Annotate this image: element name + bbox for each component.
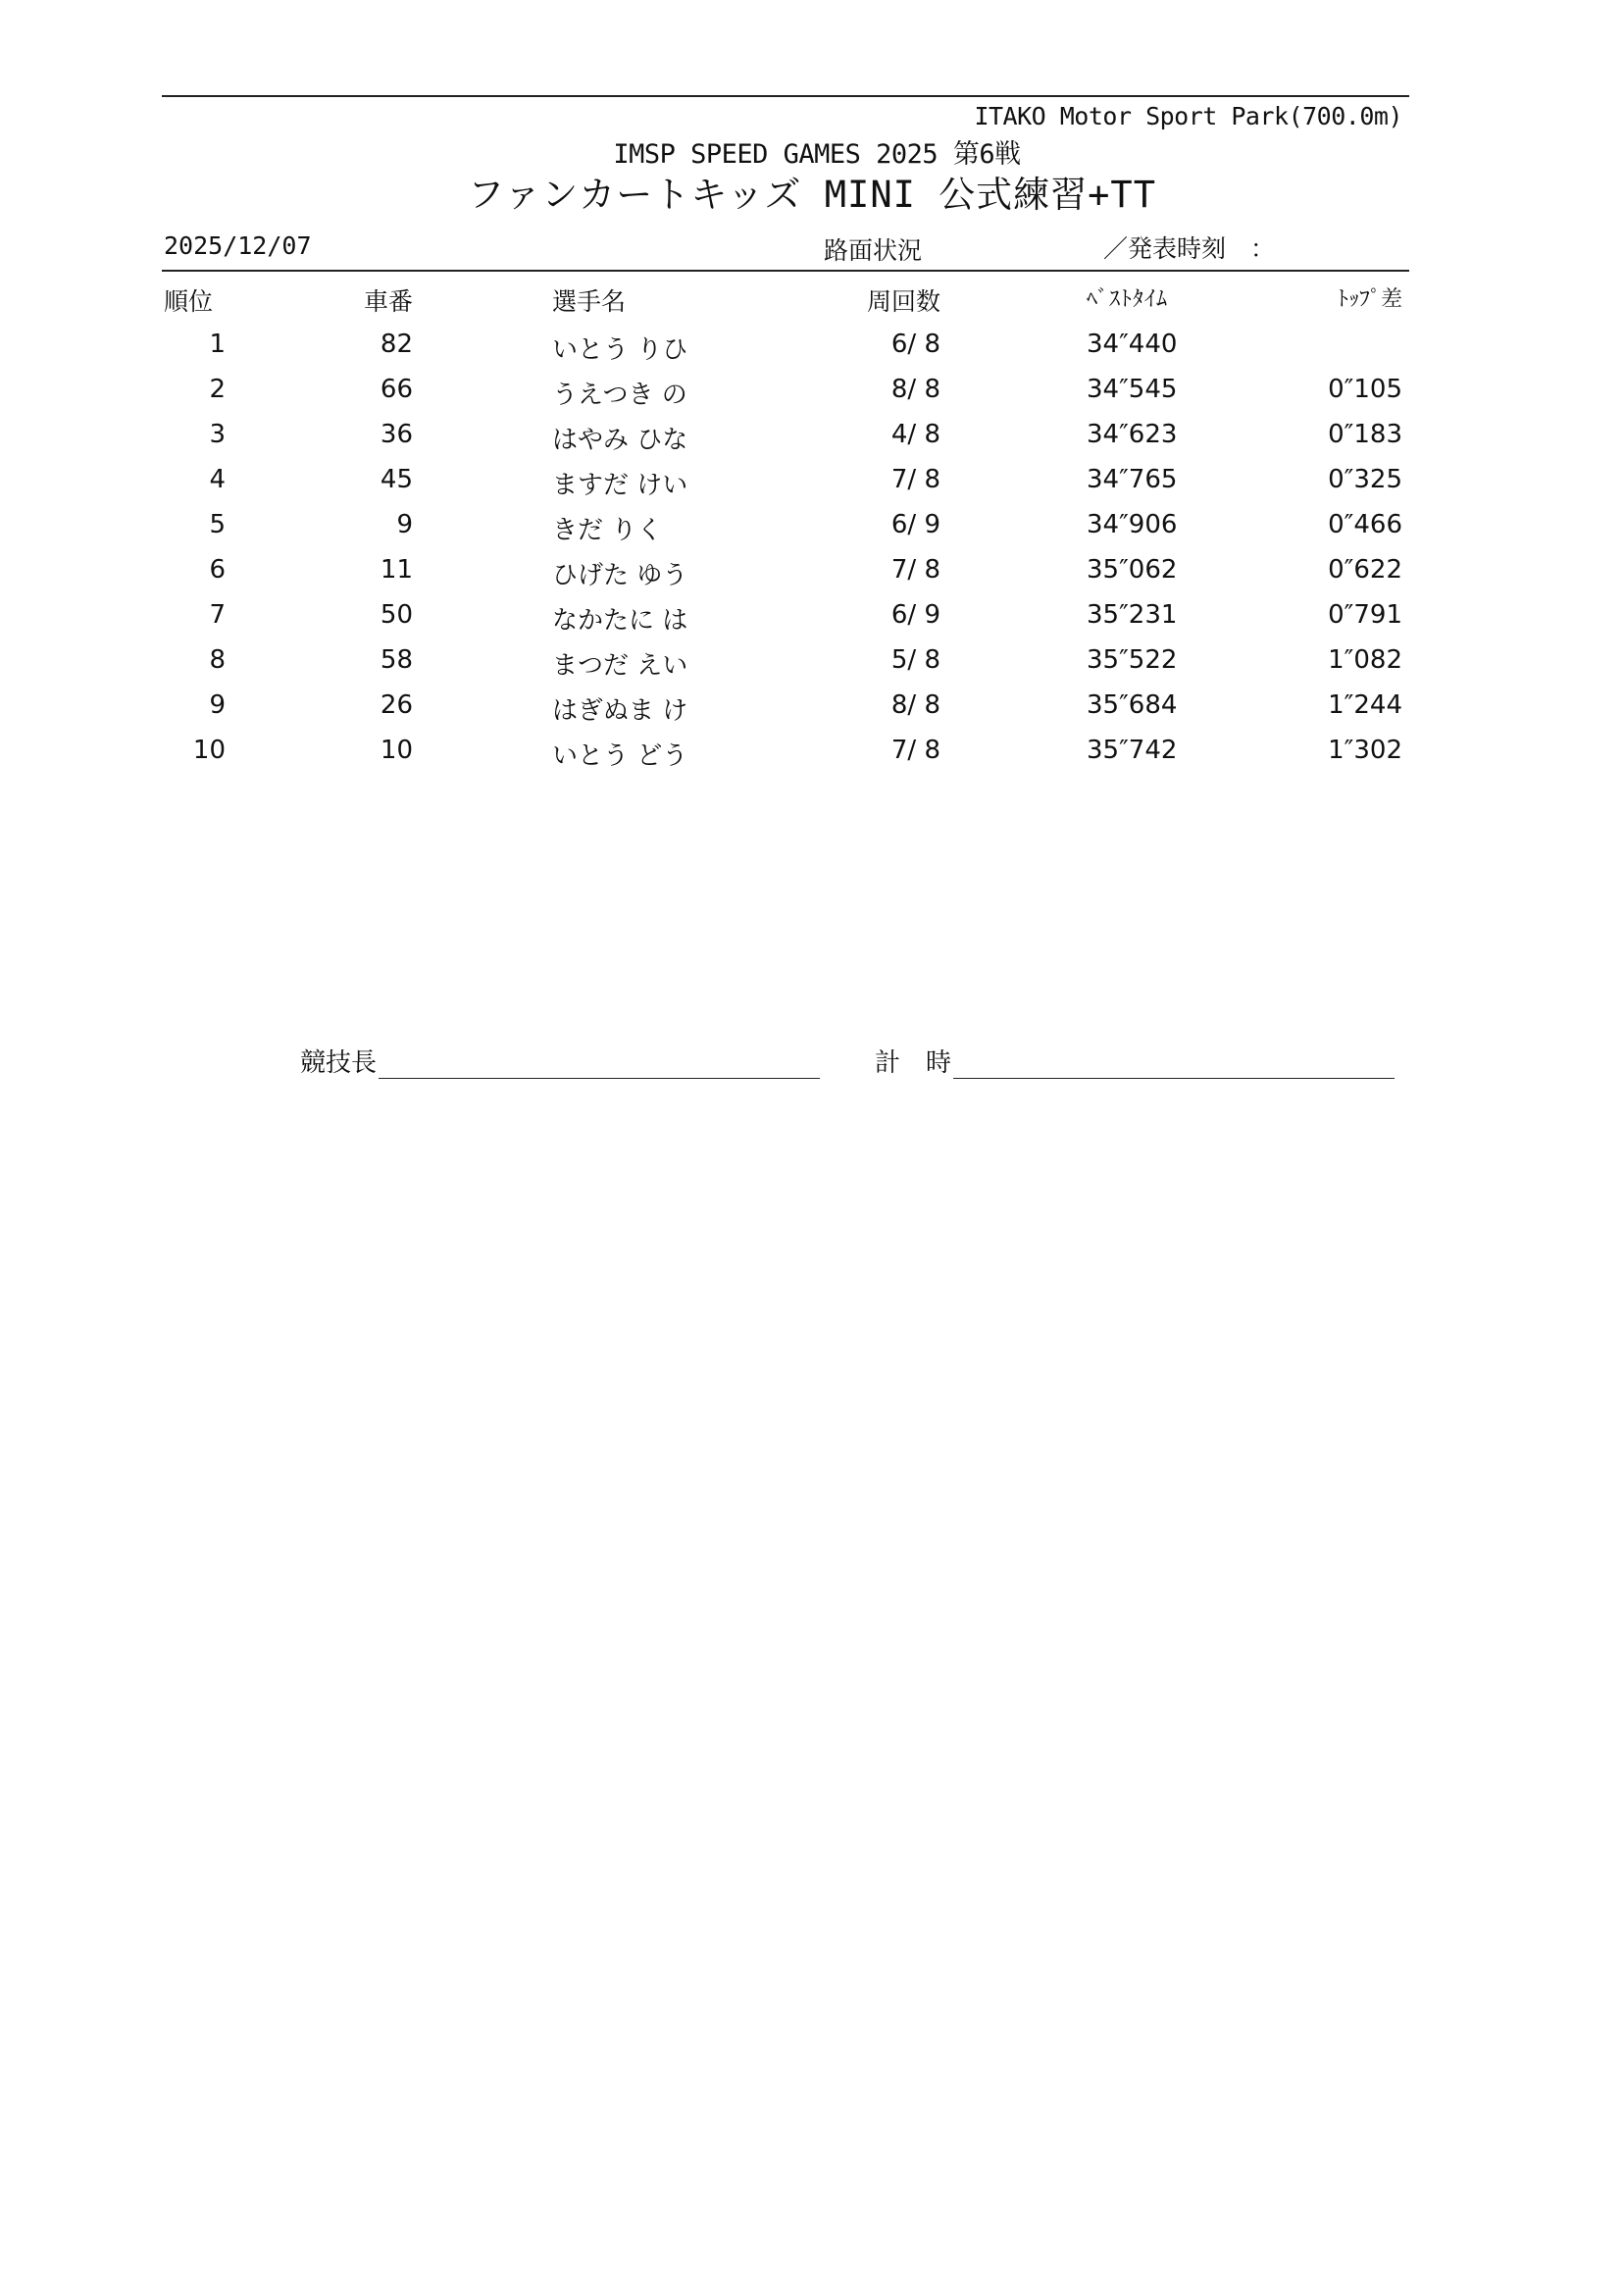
road-condition-label: 路面状況 [824, 236, 923, 265]
col-best-time-header: ﾍﾞｽﾄﾀｲﾑ [1087, 287, 1169, 312]
cell-best-time: 34″765 [1087, 465, 1178, 494]
cell-kart-no: 9 [396, 510, 413, 539]
cell-laps: 4/ 8 [890, 420, 940, 449]
cell-gap: 0″791 [1328, 600, 1402, 630]
cell-laps: 6/ 8 [890, 330, 940, 359]
cell-position: 10 [192, 736, 226, 765]
cell-position: 5 [209, 510, 226, 539]
cell-position: 8 [209, 645, 226, 675]
cell-position: 9 [209, 690, 226, 720]
event-title: IMSP SPEED GAMES 2025 第6戦 [613, 139, 1021, 170]
cell-driver: いとう りひ [552, 335, 688, 365]
col-gap-header: ﾄｯﾌﾟ差 [1337, 287, 1402, 312]
cell-kart-no: 66 [380, 375, 413, 404]
table-body [0, 330, 1624, 781]
race-director-label: 競技長 [300, 1048, 378, 1078]
cell-position: 1 [209, 330, 226, 359]
cell-gap: 1″082 [1328, 645, 1402, 675]
cell-laps: 5/ 8 [890, 645, 940, 675]
race-director-signature [300, 1043, 820, 1079]
cell-best-time: 35″684 [1087, 690, 1178, 720]
cell-best-time: 34″906 [1087, 510, 1178, 539]
venue-label: ITAKO Motor Sport Park(700.0m) [974, 102, 1402, 130]
cell-driver: きだ りく [552, 516, 663, 545]
cell-driver: ひげた ゆう [552, 561, 688, 590]
table-row [0, 645, 1624, 690]
cell-driver: うえつき の [552, 381, 687, 410]
table-row [0, 736, 1624, 781]
cell-best-time: 35″062 [1087, 555, 1178, 585]
cell-laps: 6/ 9 [890, 510, 940, 539]
cell-kart-no: 45 [380, 465, 413, 494]
cell-laps: 7/ 8 [890, 465, 940, 494]
cell-laps: 8/ 8 [890, 375, 940, 404]
results-table [0, 282, 1624, 781]
header-rule [162, 270, 1409, 272]
cell-position: 6 [209, 555, 226, 585]
cell-position: 3 [209, 420, 226, 449]
cell-gap: 0″325 [1328, 465, 1402, 494]
col-position-header: 順位 [164, 287, 214, 316]
col-kart-no-header: 車番 [363, 287, 413, 316]
cell-gap: 0″105 [1328, 375, 1402, 404]
table-row [0, 465, 1624, 510]
cell-laps: 6/ 9 [890, 600, 940, 630]
cell-best-time: 34″623 [1087, 420, 1178, 449]
table-row [0, 600, 1624, 645]
cell-driver: いとう どう [552, 741, 688, 771]
session-title: ファンカートキッズ MINI 公式練習+TT [467, 174, 1156, 216]
col-driver-header: 選手名 [552, 287, 627, 316]
timekeeper-line [953, 1050, 1395, 1079]
cell-position: 4 [209, 465, 226, 494]
cell-best-time: 34″545 [1087, 375, 1178, 404]
cell-laps: 7/ 8 [890, 736, 940, 765]
cell-kart-no: 58 [380, 645, 413, 675]
cell-kart-no: 50 [380, 600, 413, 630]
cell-gap: 1″244 [1328, 690, 1402, 720]
cell-best-time: 34″440 [1087, 330, 1178, 359]
announce-time-label: ／発表時刻 ： [1103, 234, 1276, 263]
table-row [0, 375, 1624, 420]
date-label: 2025/12/07 [164, 231, 312, 260]
table-header [0, 282, 1624, 330]
table-row [0, 510, 1624, 555]
cell-gap: 0″622 [1328, 555, 1402, 585]
cell-laps: 8/ 8 [890, 690, 940, 720]
race-director-line [379, 1050, 820, 1079]
cell-kart-no: 36 [380, 420, 413, 449]
cell-driver: ますだ けい [552, 471, 688, 500]
cell-gap: 1″302 [1328, 736, 1402, 765]
cell-driver: まつだ えい [552, 651, 688, 681]
cell-best-time: 35″231 [1087, 600, 1178, 630]
cell-position: 2 [209, 375, 226, 404]
timekeeper-signature [875, 1043, 1395, 1079]
col-laps-header: 周回数 [866, 287, 940, 316]
table-row [0, 555, 1624, 600]
timekeeper-label: 計 時 [875, 1048, 952, 1078]
cell-driver: はやみ ひな [552, 426, 688, 455]
cell-kart-no: 10 [380, 736, 413, 765]
cell-kart-no: 82 [380, 330, 413, 359]
top-rule [162, 95, 1409, 97]
table-row [0, 420, 1624, 465]
cell-gap: 0″466 [1328, 510, 1402, 539]
table-row [0, 330, 1624, 375]
table-row [0, 690, 1624, 736]
cell-kart-no: 26 [380, 690, 413, 720]
cell-best-time: 35″522 [1087, 645, 1178, 675]
cell-driver: なかたに は [552, 606, 688, 636]
cell-driver: はぎぬま け [552, 696, 688, 726]
cell-position: 7 [209, 600, 226, 630]
cell-kart-no: 11 [380, 555, 413, 585]
cell-laps: 7/ 8 [890, 555, 940, 585]
cell-best-time: 35″742 [1087, 736, 1178, 765]
cell-gap: 0″183 [1328, 420, 1402, 449]
